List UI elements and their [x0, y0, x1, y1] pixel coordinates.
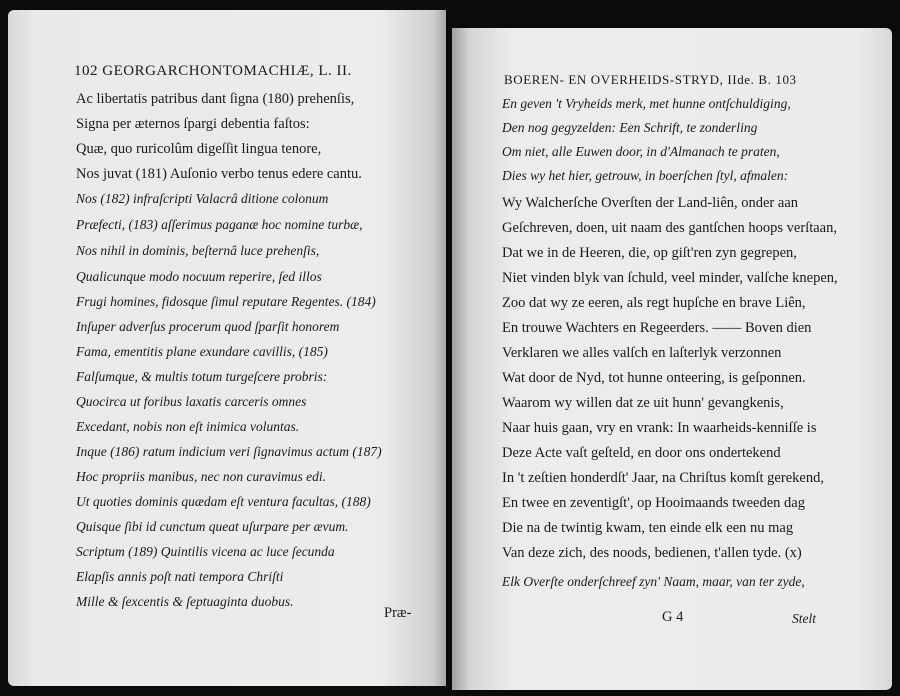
- verse-line: Hoc propriis manibus, nec non curavimus edi.: [76, 469, 326, 484]
- verse-line: Dat we in de Heeren, die, op giſt'ren zyn gegrepen,: [502, 245, 797, 261]
- verse-line: Om niet, alle Euwen door, in d'Almanach te praten,: [502, 144, 780, 159]
- verse-line: En geven 't Vryheids merk, met hunne ontſchuldiging,: [502, 96, 791, 111]
- left-page: [8, 10, 446, 686]
- verse-line: Excedant, nobis non eſt inimica voluntas.: [76, 419, 300, 434]
- verse-line: En twee en zeventigſt', op Hooimaands tweeden dag: [502, 495, 805, 511]
- verse-line: Waarom wy willen dat ze uit hunn' gevangkenis,: [502, 395, 784, 411]
- verse-line: Nos nihil in dominis, beſternâ luce prehenſis,: [76, 243, 320, 258]
- verse-line: Quisque ſibi id cunctum queat uſurpare per ævum.: [76, 519, 349, 534]
- verse-line: Wat door de Nyd, tot hunne onteering, is geſponnen.: [502, 370, 806, 386]
- verse-line: Naar huis gaan, vry en vrank: In waarheids-kenniſſe is: [502, 420, 817, 436]
- verse-line: Inque (186) ratum indicium veri ſignavimus actum (187): [76, 444, 382, 459]
- verse-line: Zoo dat wy ze eeren, als regt hupſche en brave Liên,: [502, 295, 806, 311]
- verse-line: Ac libertatis patribus dant ſigna (180) prehenſis,: [76, 91, 355, 107]
- right-page: [452, 28, 892, 690]
- verse-line: Ut quoties dominis quædam eſt ventura facultas, (188): [76, 494, 371, 509]
- verse-line: Den nog gegyzelden: Een Schrift, te zonderling: [502, 120, 758, 135]
- verse-line: Qualicunque modo nocuum reperire, ſed illos: [76, 269, 322, 284]
- verse-line: Inſuper adverſus procerum quod ſparſit honorem: [76, 319, 340, 334]
- verse-line: Quocirca ut foribus laxatis carceris omnes: [76, 394, 307, 409]
- verse-line: Van deze zich, des noods, bedienen, t'allen tyde. (x): [502, 545, 802, 561]
- left-page-header: 102 GEORGARCHONTOMACHIÆ, L. II.: [74, 63, 352, 79]
- signature-mark: G 4: [662, 609, 684, 625]
- verse-line: Signa per æternos ſpargi debentia faſtos:: [76, 116, 310, 132]
- verse-line: Præfecti, (183) aſſerimus paganæ hoc nomine turbæ,: [76, 217, 363, 232]
- left-catchword: Præ-: [384, 605, 412, 621]
- verse-line: Elk Overſte onderſchreef zyn' Naam, maar, van ter zyde,: [502, 574, 805, 589]
- verse-line: Nos (182) infraſcripti Valacrâ ditione colonum: [76, 191, 329, 206]
- verse-line: Elapſis annis poſt nati tempora Chriſti: [76, 569, 284, 584]
- verse-line: Deze Acte vaſt geſteld, en door ons ondertekend: [502, 445, 781, 461]
- verse-line: Die na de twintig kwam, ten einde elk een nu mag: [502, 520, 794, 536]
- verse-line: Scriptum (189) Quintilis vicena ac luce ſecunda: [76, 544, 335, 559]
- verse-line: Quæ, quo ruricolûm digeſſit lingua tenore,: [76, 141, 322, 157]
- verse-line: Fama, ementitis plane exundare cavillis, (185): [76, 344, 328, 359]
- verse-line: In 't zeſtien honderdſt' Jaar, na Chriſtus komſt gerekend,: [502, 470, 824, 486]
- verse-line: Geſchreven, doen, uit naam des gantſchen hoops verſtaan,: [502, 220, 837, 236]
- verse-line: Mille & ſexcentis & ſeptuaginta duobus.: [76, 594, 294, 609]
- verse-line: Niet vinden blyk van ſchuld, veel minder, valſche knepen,: [502, 270, 838, 286]
- verse-line: En trouwe Wachters en Regeerders. —— Boven dien: [502, 320, 812, 336]
- verse-line: Verklaren we alles valſch en laſterlyk verzonnen: [502, 345, 782, 361]
- verse-line: Frugi homines, fidosque ſimul reputare Regentes. (184): [76, 294, 376, 309]
- verse-line: Dies wy het hier, getrouw, in boerſchen ſtyl, afmalen:: [502, 168, 789, 183]
- verse-line: Falſumque, & multis totum turgeſcere probris:: [76, 369, 328, 384]
- verse-line: Wy Walcherſche Overſten der Land-liên, onder aan: [502, 195, 799, 211]
- verse-line: Nos juvat (181) Auſonio verbo tenus edere cantu.: [76, 166, 362, 182]
- right-catchword: Stelt: [792, 611, 816, 626]
- right-page-header: BOEREN- EN OVERHEIDS-STRYD, IIde. B. 103: [504, 72, 797, 87]
